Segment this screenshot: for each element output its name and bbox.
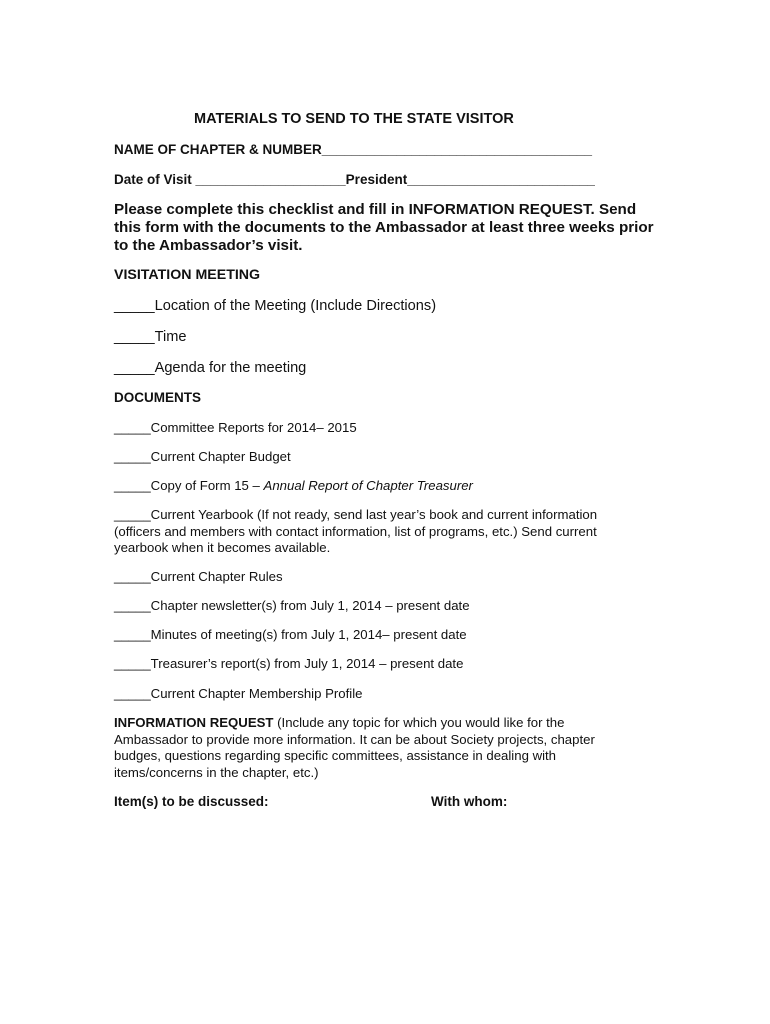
- checklist-item-budget: _____Current Chapter Budget: [114, 449, 291, 464]
- checklist-item-agenda: _____Agenda for the meeting: [114, 360, 307, 376]
- documents-heading: DOCUMENTS: [114, 390, 201, 405]
- checklist-item-committee-reports: _____Committee Reports for 2014– 2015: [114, 420, 357, 435]
- checklist-item-newsletters: _____Chapter newsletter(s) from July 1, 2014 – present date: [114, 598, 470, 613]
- instructions-line: to the Ambassador’s visit.: [114, 237, 303, 254]
- items-to-be-discussed-label: Item(s) to be discussed:: [114, 794, 269, 809]
- form-15-label: _____Copy of Form 15 –: [114, 478, 264, 493]
- checklist-item-minutes: _____Minutes of meeting(s) from July 1, 2014– present date: [114, 627, 467, 642]
- visitation-meeting-heading: VISITATION MEETING: [114, 267, 261, 283]
- checklist-item-time: _____Time: [114, 329, 187, 345]
- information-request-line: items/concerns in the chapter, etc.): [114, 765, 319, 780]
- page-title: MATERIALS TO SEND TO THE STATE VISITOR: [194, 111, 514, 127]
- visit-date-president-line: Date of Visit ____________________President_________________________: [114, 172, 595, 187]
- information-request-line: Ambassador to provide more information. It can be about Society projects, chapter: [114, 732, 595, 747]
- information-request-heading: INFORMATION REQUEST: [114, 715, 274, 730]
- with-whom-label: With whom:: [431, 794, 508, 809]
- checklist-item-membership-profile: _____Current Chapter Membership Profile: [114, 686, 363, 701]
- instructions-line: Please complete this checklist and fill in INFORMATION REQUEST. Send: [114, 201, 637, 218]
- checklist-item-form-15: [114, 478, 473, 493]
- yearbook-line: (officers and members with contact information, list of programs, etc.) Send current: [114, 524, 597, 539]
- information-request-line: [114, 715, 564, 732]
- chapter-name-field-line: NAME OF CHAPTER & NUMBER____________________________________: [114, 142, 593, 157]
- instructions-line: this form with the documents to the Ambassador at least three weeks prior: [114, 219, 654, 236]
- yearbook-line: yearbook when it becomes available.: [114, 540, 331, 555]
- checklist-item-chapter-rules: _____Current Chapter Rules: [114, 569, 283, 584]
- yearbook-line: _____Current Yearbook (If not ready, send last year’s book and current information: [114, 507, 598, 522]
- information-request-text: (Include any topic for which you would like for the: [273, 715, 565, 730]
- information-request-line: budges, questions regarding specific committees, assistance in dealing with: [114, 748, 557, 763]
- checklist-item-treasurer-reports: _____Treasurer’s report(s) from July 1, 2014 – present date: [114, 656, 464, 671]
- checklist-item-location: _____Location of the Meeting (Include Directions): [114, 298, 437, 314]
- form-15-title: Annual Report of Chapter Treasurer: [263, 478, 473, 493]
